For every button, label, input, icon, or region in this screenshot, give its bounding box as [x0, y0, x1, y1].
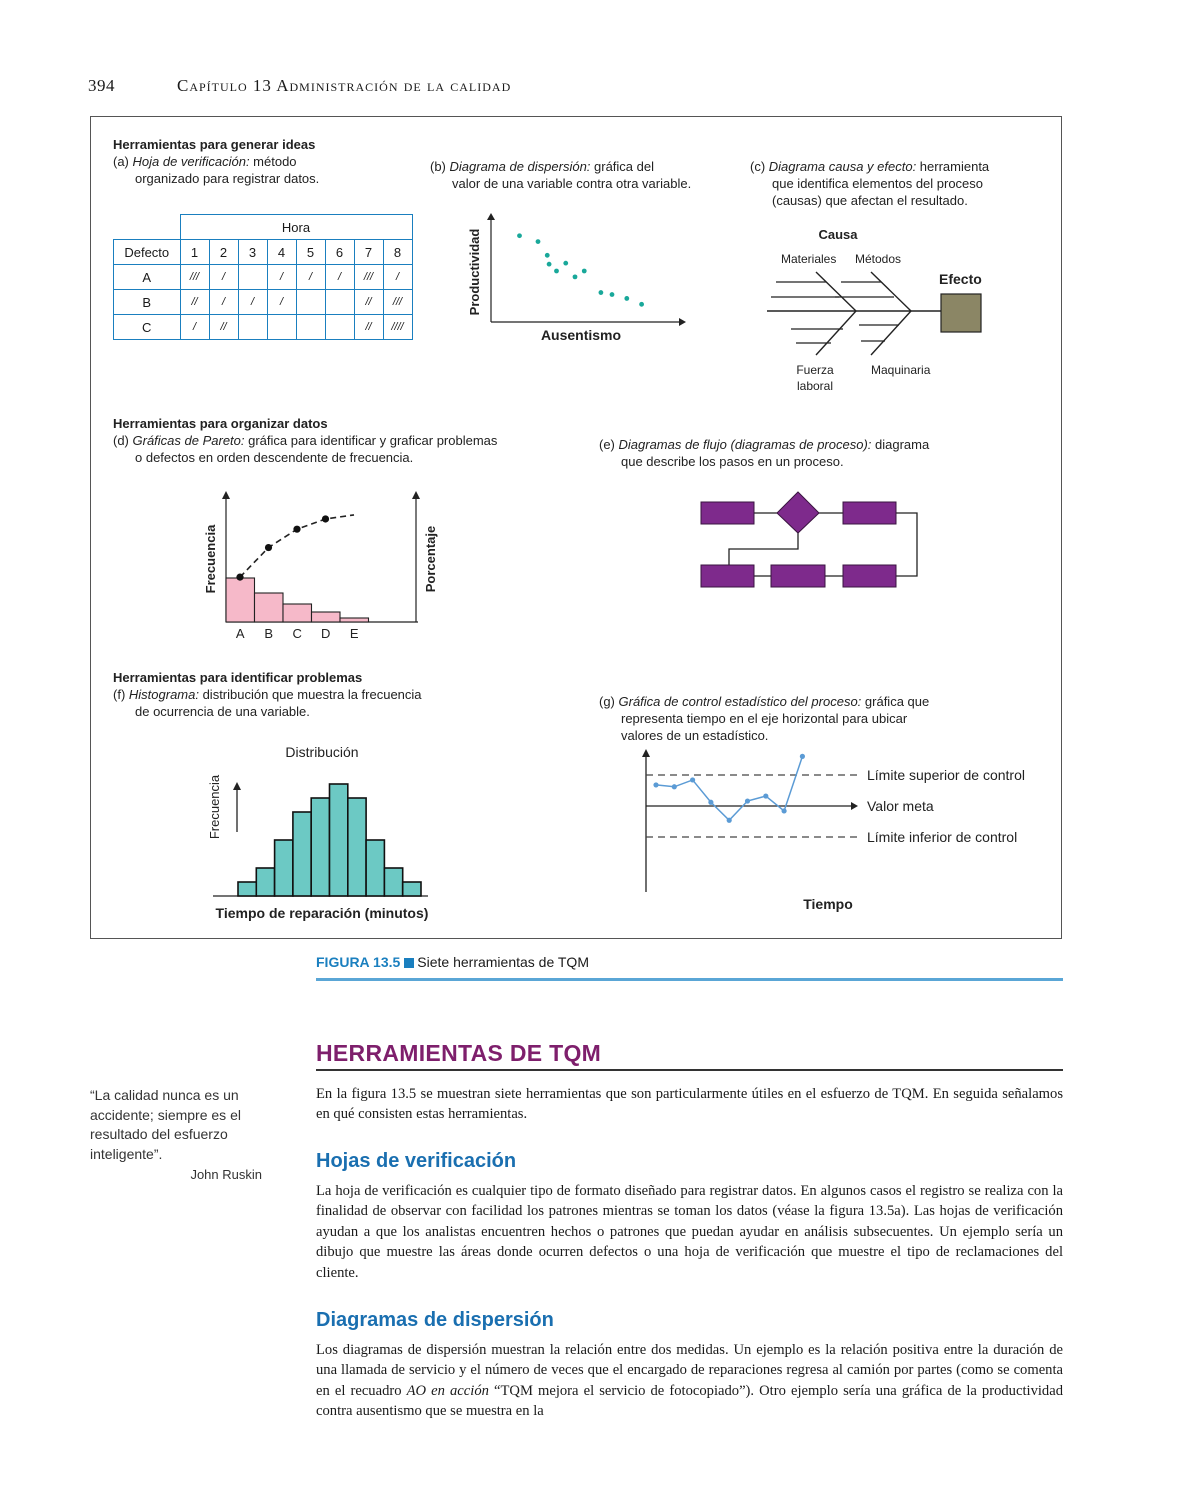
cc-point — [745, 798, 750, 803]
labor-label-1: Fuerza — [796, 363, 834, 377]
pareto-category-label: B — [264, 626, 274, 641]
hour-cell: 6 — [325, 240, 354, 265]
tally-cell — [325, 315, 354, 340]
pareto-bar — [255, 593, 284, 622]
desc-flowchart: (e) Diagramas de flujo (diagramas de proceso): diagrama — [599, 437, 930, 452]
desc-histogram-2: de ocurrencia de una variable. — [135, 704, 310, 719]
subheading-scatter: Diagramas de dispersión — [316, 1309, 554, 1331]
caption-label: FIGURA 13.5 — [316, 954, 401, 970]
quote-author: John Ruskin — [190, 1167, 262, 1182]
scatter-diagram — [461, 212, 691, 347]
pareto-bar — [312, 612, 341, 622]
effect-box — [941, 294, 981, 332]
tally-cell: // — [180, 290, 209, 315]
heading-identify-problems: Herramientas para identificar problemas — [113, 670, 363, 685]
tally-cell: /// — [354, 265, 383, 290]
ucl-label: Límite superior de control — [867, 767, 1025, 783]
histogram-bar — [330, 784, 348, 896]
desc-fishbone: (c) Diagrama causa y efecto: herramienta — [750, 159, 990, 174]
tally-cell: / — [267, 265, 296, 290]
tally-cell: // — [209, 315, 238, 340]
up-arrow-icon — [412, 491, 420, 499]
histogram-bar — [348, 798, 366, 896]
page-number: 394 — [88, 76, 115, 95]
scatter-point — [545, 253, 550, 258]
process-box — [701, 502, 754, 524]
flow-diagram — [691, 482, 931, 597]
up-arrow-icon — [222, 491, 230, 499]
section-rule — [316, 1069, 1063, 1071]
pareto-cumulative-line — [240, 515, 354, 577]
cc-series-line — [656, 756, 802, 820]
lcl-label: Límite inferior de control — [867, 829, 1018, 845]
defect-cell: C — [114, 315, 181, 340]
desc-control-chart-3: valores de un estadístico. — [621, 728, 769, 743]
caption-square-icon — [404, 958, 414, 968]
histogram-bar — [403, 882, 421, 896]
subheading-check-sheets: Hojas de verificación — [316, 1150, 517, 1172]
desc-fishbone-3: (causas) que afectan el resultado. — [772, 193, 968, 208]
scatter-point — [582, 269, 587, 274]
desc-control-chart: (g) Gráfica de control estadístico del proceso: gráfica que — [599, 694, 930, 709]
scatter-point — [624, 296, 629, 301]
histogram-ylabel: Frecuencia — [207, 774, 222, 840]
desc-scatter: (b) Diagrama de dispersión: gráfica del — [430, 159, 654, 174]
process-box — [843, 565, 896, 587]
tally-cell: / — [383, 265, 412, 290]
scatter-point — [610, 292, 615, 297]
hour-cell: 8 — [383, 240, 412, 265]
cc-point — [672, 784, 677, 789]
scatter-ylabel: Productividad — [467, 228, 482, 316]
tally-cell — [325, 290, 354, 315]
histogram-bar — [366, 840, 384, 896]
cc-point — [763, 793, 768, 798]
histogram-bar — [256, 868, 274, 896]
histogram-bar — [275, 840, 293, 896]
bone-materials — [816, 272, 856, 311]
desc-pareto-2: o defectos en orden descendente de frecuencia. — [135, 450, 414, 465]
cc-point — [800, 754, 805, 759]
heading-organize-data: Herramientas para organizar datos — [113, 416, 328, 431]
scatter-point — [639, 302, 644, 307]
process-box — [701, 565, 754, 587]
desc-histogram: (f) Histograma: distribución que muestra la frecuencia — [113, 687, 422, 702]
pareto-bar — [283, 604, 312, 622]
tally-cell — [238, 265, 267, 290]
tally-cell: // — [354, 290, 383, 315]
table-row — [114, 315, 413, 340]
flow-connector — [896, 513, 917, 576]
scatter-point — [554, 269, 559, 274]
chapter-title: Capítulo 13 Administración de la calidad — [177, 76, 512, 95]
labor-label-2: laboral — [796, 379, 834, 393]
tally-cell: / — [325, 265, 354, 290]
figure-caption — [316, 954, 589, 970]
desc-flowchart-2: que describe los pasos en un proceso. — [621, 454, 844, 469]
pareto-category-label: C — [292, 626, 302, 641]
scatter-point — [547, 262, 552, 267]
hour-cell: 4 — [267, 240, 296, 265]
heading-generate-ideas: Herramientas para generar ideas — [113, 137, 316, 152]
pareto-category-label: D — [321, 626, 331, 641]
effect-label: Efecto — [939, 271, 982, 287]
pareto-cumulative-point — [322, 515, 329, 522]
bone-labor — [816, 311, 856, 355]
pareto-ylabel-left: Frecuencia — [203, 524, 218, 594]
scatter-point — [536, 239, 541, 244]
pareto-chart — [191, 487, 436, 647]
histogram-bar — [384, 868, 402, 896]
control-chart — [636, 747, 1056, 915]
hour-cell: 7 — [354, 240, 383, 265]
materials-label: Materiales — [781, 252, 837, 266]
target-label: Valor meta — [867, 798, 934, 814]
hour-cell: 2 — [209, 240, 238, 265]
bone-methods — [871, 272, 911, 311]
decision-diamond — [777, 492, 819, 533]
right-arrow-icon — [851, 802, 858, 810]
pareto-bar — [226, 578, 255, 622]
pareto-bar — [340, 618, 369, 622]
scatter-point — [517, 233, 522, 238]
tally-cell: /// — [180, 265, 209, 290]
pareto-cumulative-point — [265, 544, 272, 551]
scatter-point — [563, 261, 568, 266]
tally-cell: / — [238, 290, 267, 315]
margin-quote: “La calidad nunca es un accidente; siempre es el resultado del esfuerzo inteligente”. — [90, 1087, 241, 1162]
bone-machinery — [871, 311, 911, 355]
table-row — [114, 290, 413, 315]
tally-cell: / — [180, 315, 209, 340]
tally-cell: / — [209, 265, 238, 290]
hour-header: Hora — [180, 215, 412, 240]
up-arrow-icon — [233, 782, 241, 790]
desc-control-chart-2: representa tiempo en el eje horizontal para ubicar — [621, 711, 908, 726]
caption-rule — [316, 978, 1063, 981]
cc-xlabel: Tiempo — [803, 896, 853, 912]
hour-cell: 1 — [180, 240, 209, 265]
methods-label: Métodos — [855, 252, 902, 266]
cause-label: Causa — [818, 227, 858, 242]
tally-cell: / — [296, 265, 325, 290]
hour-cell: 3 — [238, 240, 267, 265]
desc-pareto: (d) Gráficas de Pareto: gráfica para identificar y graficar problemas — [113, 433, 498, 448]
histogram-xlabel: Tiempo de reparación (minutos) — [215, 905, 429, 921]
machinery-label: Maquinaria — [871, 363, 931, 377]
desc-check-sheet-2: organizado para registrar datos. — [135, 171, 320, 186]
paragraph-check-sheets: La hoja de verificación es cualquier tipo de formato diseñado para registrar datos. En algunos casos el registro se realiza con la finalidad de observar con facilidad los patrones mientras se toman los datos (véase la figura 13.5a). Las hojas de verificación ayudan a que los analistas encuentren hechos o patrones que puedan ayudar en análisis subsecuentes. Un ejemplo sería un dibujo que muestre las áreas donde ocurren defectos o una hoja de verificación que muestre el tipo de reclamaciones del cliente. — [316, 1183, 1063, 1281]
tally-cell: //// — [383, 315, 412, 340]
tally-cell — [296, 290, 325, 315]
tally-cell — [296, 315, 325, 340]
cause-effect-diagram — [761, 217, 1061, 402]
y-axis-arrow-icon — [487, 213, 495, 220]
histogram-bar — [311, 798, 329, 896]
pareto-category-label: A — [235, 626, 245, 641]
pareto-cumulative-point — [293, 526, 300, 533]
table-corner — [114, 215, 181, 240]
cc-point — [727, 818, 732, 823]
scatter-point — [599, 290, 604, 295]
tally-cell — [238, 315, 267, 340]
tally-cell: // — [354, 315, 383, 340]
tally-cell — [267, 315, 296, 340]
histogram-bar — [293, 812, 311, 896]
process-box — [771, 565, 825, 587]
x-axis-arrow-icon — [679, 318, 686, 326]
cc-point — [690, 777, 695, 782]
histogram-bar — [238, 882, 256, 896]
intro-paragraph: En la figura 13.5 se muestran siete herramientas que son particularmente útiles en el esfuerzo de TQM. En seguida señalamos en qué consisten estas herramientas. — [316, 1086, 1063, 1123]
cc-point — [708, 800, 713, 805]
desc-fishbone-2: que identifica elementos del proceso — [772, 176, 984, 191]
table-row — [114, 265, 413, 290]
paragraph-scatter: Los diagramas de dispersión muestran la relación entre dos medidas. Un ejemplo es la relación positiva entre la duración de una llamada de servicio y el número de veces que el encargado de reparaciones regresa al camión por partes (como se comenta en el recuadro AO en acción “TQM mejora el servicio de fotocopiado”). Otro ejemplo sería una gráfica de la productividad contra ausentismo que se muestra en la — [316, 1342, 1063, 1420]
tally-cell: / — [209, 290, 238, 315]
pareto-ylabel-right: Porcentaje — [423, 525, 438, 593]
defect-cell: B — [114, 290, 181, 315]
defect-header: Defecto — [114, 240, 181, 265]
up-arrow-icon — [642, 749, 650, 757]
pareto-cumulative-point — [236, 574, 243, 581]
cc-point — [782, 808, 787, 813]
desc-check-sheet: (a) Hoja de verificación: método — [113, 154, 297, 169]
section-title: HERRAMIENTAS DE TQM — [316, 1040, 602, 1066]
flow-connector — [729, 532, 798, 565]
tally-cell: /// — [383, 290, 412, 315]
tally-cell: / — [267, 290, 296, 315]
caption-text: Siete herramientas de TQM — [417, 954, 589, 970]
histogram — [201, 737, 446, 922]
cc-point — [653, 782, 658, 787]
desc-scatter-2: valor de una variable contra otra variable. — [452, 176, 692, 191]
process-box — [843, 502, 896, 524]
defect-cell: A — [114, 265, 181, 290]
figure-box — [90, 116, 1062, 939]
check-sheet-table — [113, 214, 413, 340]
scatter-xlabel: Ausentismo — [540, 327, 622, 343]
scatter-point — [573, 274, 578, 279]
pareto-category-label: E — [349, 626, 359, 641]
histogram-title: Distribución — [285, 744, 359, 760]
hour-cell: 5 — [296, 240, 325, 265]
